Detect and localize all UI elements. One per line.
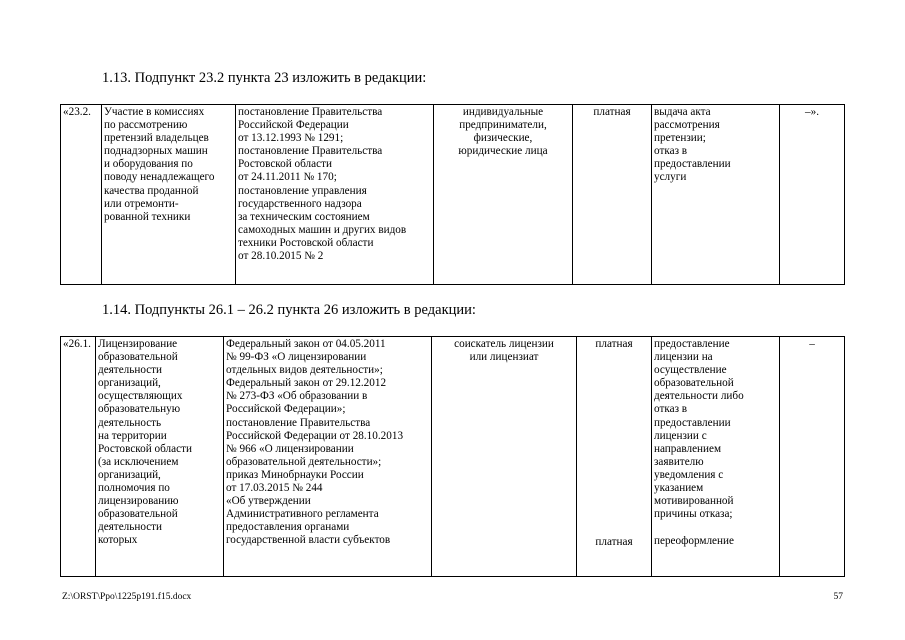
text-line: деятельности [98,521,163,534]
text-line: юридические лица [458,145,548,158]
text-line: которых [98,534,138,547]
text-line: Лицензирование [98,338,178,350]
text-line: осуществляющих [98,390,183,403]
text-line: по рассмотрению [104,119,188,132]
text-line: уведомления с [654,468,724,481]
text-line: деятельности [98,364,163,377]
text-line: лицензированию [98,495,179,508]
text-line: претензии; [654,132,706,145]
text-line: Ростовской области [98,442,192,455]
text-line: предоставления органами [226,521,350,534]
text-line: поводу ненадлежащего [104,171,215,184]
text-line: отказ в [654,145,688,158]
cell-service-name [96,337,224,577]
text-line: причины отказа; [654,508,733,521]
text-line: № 273-ФЗ «Об образовании в [226,390,368,403]
text-line: Российской Федерации от 28.10.2013 [226,429,404,442]
footer-page-number: 57 [833,592,843,602]
cell-legal-basis [224,337,432,577]
text-line: государственного надзора [238,197,362,210]
text-line: рованной техники [104,210,191,223]
text-line: Ростовской области [238,158,332,171]
text-line: за техническим состоянием [238,210,370,223]
text-line: государственной власти субъектов [226,534,391,547]
text-line: постановление Правительства [238,106,383,118]
footer-file-path: Z:\ORST\Ppo\1225p191.f15.docx [62,592,192,602]
text-line: заявителю [654,455,704,468]
cell-extra: –». [780,105,845,285]
text-line: образовательной [98,508,178,521]
text-line: индивидуальные [462,106,544,118]
text-line: лицензии с [654,429,707,442]
cell-result [652,105,780,285]
text-line: предоставлении [654,158,731,171]
text-line: на территории [98,429,167,442]
text-line: рассмотрения [654,119,720,132]
text-line: полномочия по [98,482,170,495]
text-line: постановление Правительства [238,145,383,158]
text-line: лицензии на [654,351,713,364]
text-line: от 17.03.2015 № 244 [226,482,323,495]
text-line: Российской Федерации»; [226,403,346,416]
text-line: Федеральный закон от 04.05.2011 [226,338,386,350]
result-list [654,338,777,521]
table-23-2 [60,104,845,285]
text-line: направлением [654,442,722,455]
text-line: отдельных видов деятельности»; [226,364,383,377]
text-line: организаций, [98,377,161,390]
heading-1-14: 1.14. Подпункты 26.1 – 26.2 пункта 26 изложить в редакции: [102,302,476,318]
text-line: образовательной [654,377,734,390]
cell-fee: платная [573,105,652,285]
text-line: от 24.11.2011 № 170; [238,171,337,184]
text-line: от 28.10.2015 № 2 [238,250,324,263]
cell-legal-basis [236,105,434,285]
text-line: техники Ростовской области [238,236,374,249]
text-line: соискатель лицензии [454,338,554,350]
text-line: образовательной деятельности»; [226,455,382,468]
text-line: деятельность [98,416,162,429]
text-line: приказ Минобрнауки России [226,468,364,481]
text-line: Федеральный закон от 29.12.2012 [226,377,387,390]
text-line: (за исключением [98,455,179,468]
text-line: организаций, [98,468,161,481]
text-line: или отремонти- [104,197,179,210]
text-line: осуществление [654,364,727,377]
text-line: качества проданной [104,184,199,197]
text-line: Участие в комиссиях [104,106,205,118]
text-line: от 13.12.1993 № 1291; [238,132,344,145]
cell-service-name [102,105,236,285]
text-line: деятельности либо [654,390,744,403]
text-line: постановление Правительства [226,416,371,429]
text-line: предоставлении [654,416,731,429]
cell-number: «26.1. [61,337,96,577]
text-line: «Об утверждении [226,495,311,508]
table-26-1 [60,336,845,577]
heading-1-13: 1.13. Подпункт 23.2 пункта 23 изложить в редакции: [102,70,427,86]
cell-extra: – [780,337,845,577]
text-line: выдача акта [654,106,711,118]
text-line: и оборудования по [104,158,193,171]
text-line: претензий владельцев [104,132,209,145]
cell-applicants [432,337,577,577]
text-line: Административного регламента [226,508,379,521]
cell-fee [577,337,652,577]
text-line: отказ в [654,403,688,416]
text-line: № 99-ФЗ «О лицензировании [226,351,367,364]
cell-result [652,337,780,577]
text-line: Российской Федерации [238,119,349,132]
text-line: физические, [473,132,533,145]
text-line: образовательной [98,351,178,364]
text-line: указанием [654,482,704,495]
text-line: мотивированной [654,495,734,508]
fee-second: платная [595,536,633,549]
text-line: предприниматели, [459,119,547,132]
result-reissue: переоформление [654,535,734,548]
text-line: услуги [654,171,687,184]
text-line: предоставление [654,338,730,350]
text-line: или лицензиат [469,351,539,364]
text-line: постановление управления [238,184,367,197]
text-line: № 966 «О лицензировании [226,442,354,455]
text-line: образовательную [98,403,181,416]
cell-applicants [434,105,573,285]
cell-number: «23.2. [61,105,102,285]
text-line: самоходных машин и других видов [238,223,407,236]
fee-first: платная [595,338,633,350]
text-line: поднадзорных машин [104,145,208,158]
